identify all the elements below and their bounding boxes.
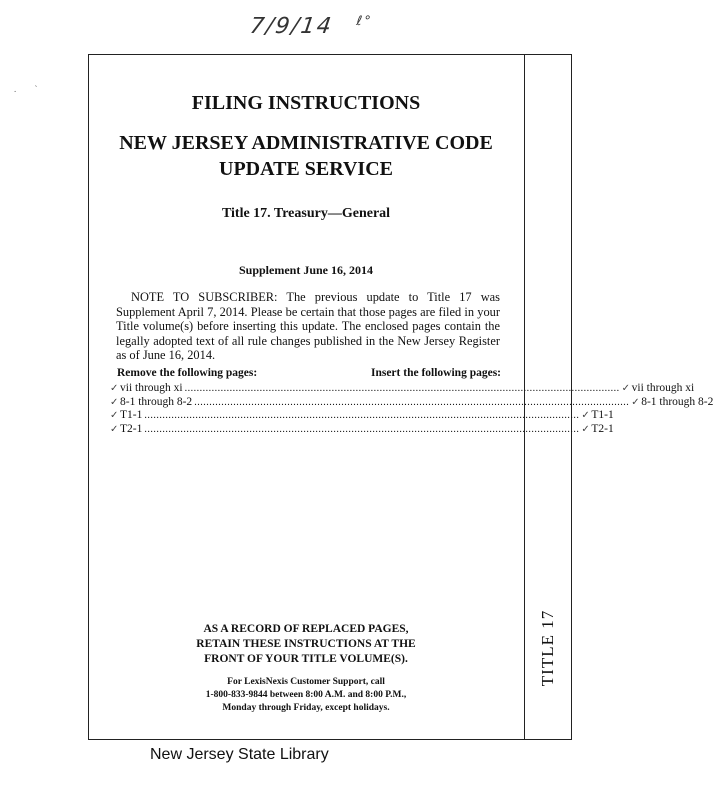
record-line: FRONT OF YOUR TITLE VOLUME(S). (204, 653, 408, 665)
filing-instructions-heading: FILING INSTRUCTIONS (191, 92, 421, 114)
record-line: RETAIN THESE INSTRUCTIONS AT THE (196, 638, 416, 650)
remove-pages: T1-1 (120, 409, 143, 421)
remove-pages: 8-1 through 8-2 (120, 395, 193, 408)
remove-checkmark: ✓ (110, 423, 119, 435)
volume-title: Title 17. Treasury—General (221, 206, 391, 221)
remove-pages: T2-1 (120, 422, 143, 435)
support-line: 1-800-833-9844 between 8:00 A.M. and 8:00 P.M., (205, 690, 407, 700)
page-replacement-list (110, 382, 713, 436)
dot-leader: ................................................................................................................................................. (144, 423, 580, 435)
remove-checkmark: ✓ (110, 383, 119, 394)
record-line: AS A RECORD OF REPLACED PAGES, (203, 623, 409, 635)
update-service-heading-line: UPDATE SERVICE (219, 158, 393, 180)
instructions-content (88, 54, 713, 740)
insert-pages: T2-1 (591, 422, 614, 435)
insert-pages: 8-1 through 8-2 (641, 395, 713, 408)
margin-marks: . ˋ (14, 84, 46, 94)
remove-checkmark: ✓ (110, 396, 119, 408)
page-row (110, 382, 695, 396)
insert-checkmark: ✓ (581, 410, 590, 421)
handwritten-initials: ℓ° (355, 14, 374, 29)
page-row (110, 409, 614, 423)
handwritten-date: 7/9/14 $^{\ell^\circ}$ (248, 14, 374, 39)
subscriber-note: NOTE TO SUBSCRIBER: The previous update to Title 17 was Supplement April 7, 2014. Please be certain that those pages are filed in your Title volume(s) before inserting this update. The enclosed pages contain the legally adopted text of all rule changes published in the New Jersey Register as of June 16, 2014. (116, 290, 500, 362)
remove-checkmark: ✓ (110, 410, 119, 421)
insert-checkmark: ✓ (581, 423, 590, 435)
remove-pages: vii through xi (120, 382, 183, 394)
supplement-date: Supplement June 16, 2014 (238, 263, 374, 277)
dot-leader: ................................................................................................................................................. (184, 383, 620, 394)
insert-checkmark: ✓ (621, 383, 631, 394)
code-heading-line: NEW JERSEY ADMINISTRATIVE CODE (119, 132, 493, 154)
dot-leader: ................................................................................................................................................. (144, 410, 580, 421)
record-instructions (88, 622, 524, 667)
customer-support-info (88, 676, 524, 715)
insert-pages: T1-1 (591, 409, 614, 421)
support-line: Monday through Friday, except holidays. (222, 703, 390, 713)
library-stamp: New Jersey State Library (150, 746, 329, 763)
code-update-heading (88, 130, 524, 182)
page-row (110, 395, 713, 410)
insert-pages-header: Insert the following pages: (370, 367, 501, 379)
insert-pages: vii through xi (631, 382, 695, 394)
remove-pages-header: Remove the following pages: (117, 367, 258, 379)
title-tab-label: TITLE 17 (538, 609, 557, 687)
dot-leader: ................................................................................................................................................. (194, 396, 630, 408)
page-row (110, 422, 614, 437)
support-line: For LexisNexis Customer Support, call (227, 677, 385, 687)
insert-checkmark: ✓ (631, 396, 640, 408)
